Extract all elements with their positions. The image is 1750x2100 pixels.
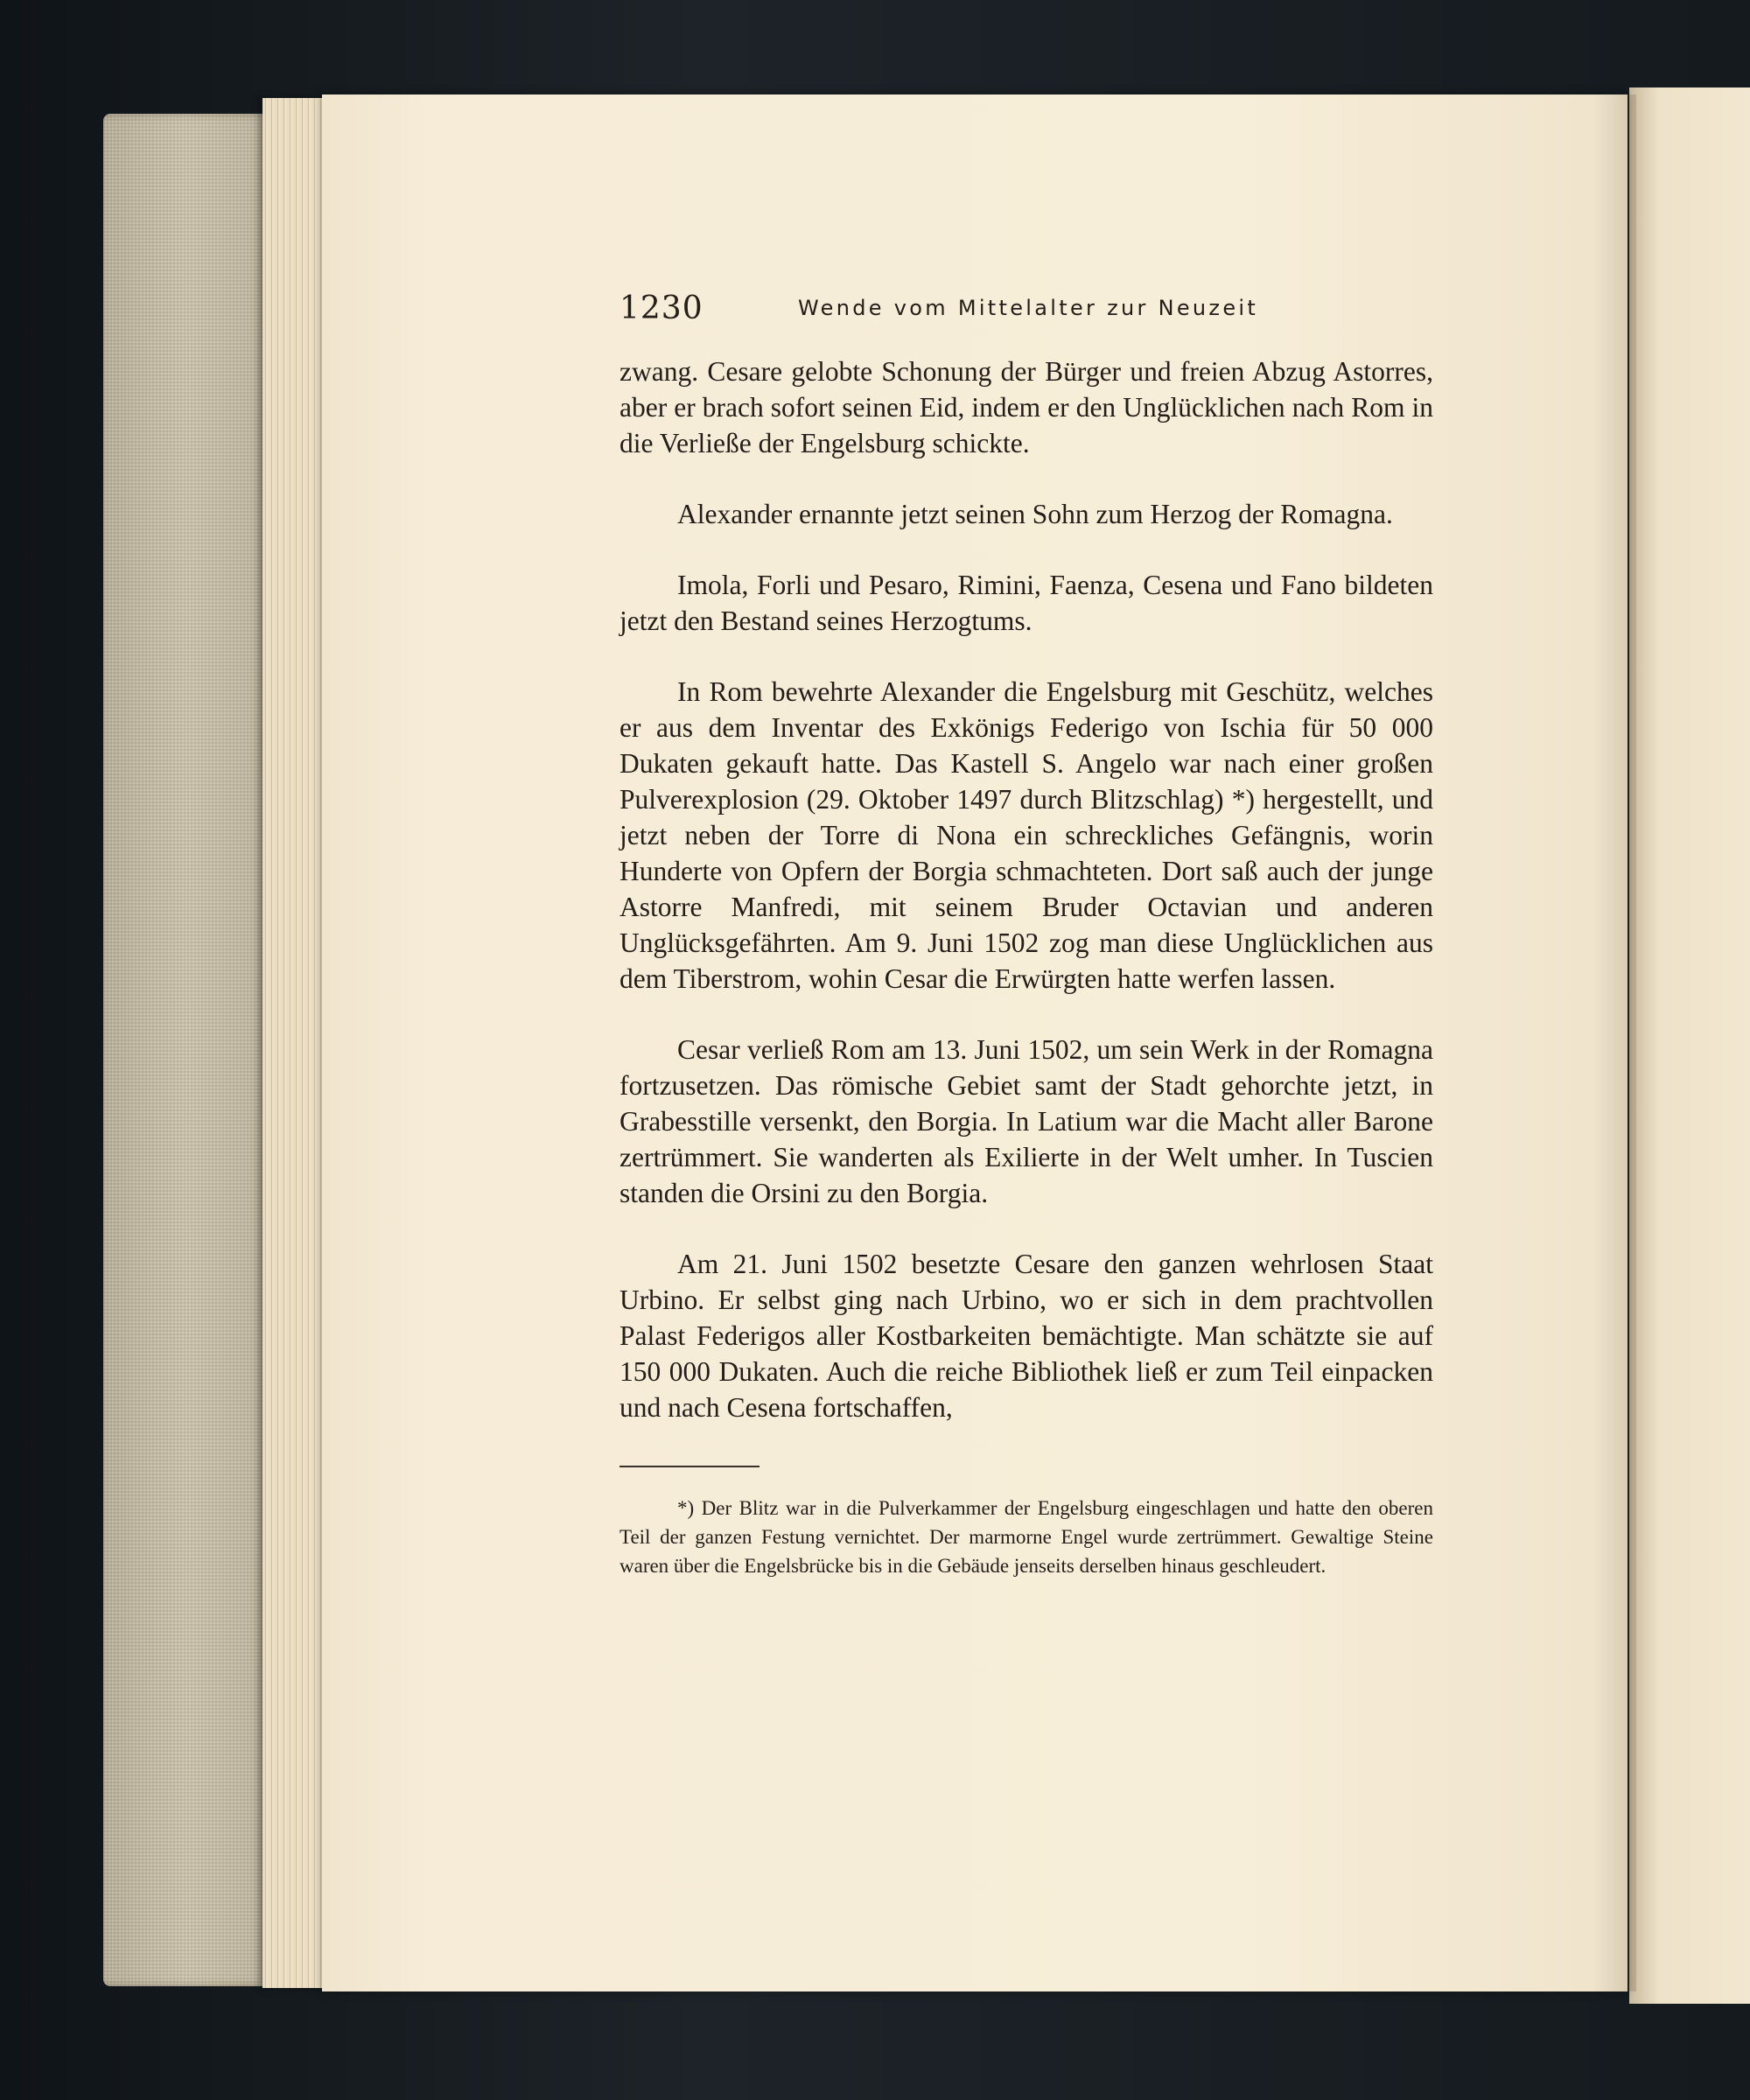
facing-page [1629,88,1750,2004]
footnote-rule [620,1466,760,1467]
running-title: Wende vom Mittelalter zur Neuzeit [798,296,1259,320]
running-head [620,290,1433,332]
paragraph: zwang. Cesare gelobte Schonung der Bürger und freien Abzug Astorres, aber er brach sofort seinen Eid, indem er den Unglücklichen nach Rom in die Verließe der Engelsburg schickte. [620,356,1433,458]
book-cover-cloth [103,114,270,1986]
footnote: *) Der Blitz war in die Pulverkammer der Engelsburg eingeschlagen und hatte den oberen Teil der ganzen Festung vernichtet. Der marmorne Engel wurde zertrümmert. Gewaltige Steine waren über die Engelsbrücke bis in die Gebäude jenseits derselben hinaus geschleudert. [620,1497,1433,1577]
paragraph: Alexander ernannte jetzt seinen Sohn zum Herzog der Romagna. [677,499,1393,529]
page-number: 1230 [620,290,704,326]
text-block [620,290,1433,1580]
page-edges [262,98,324,1988]
paragraph: Am 21. Juni 1502 besetzte Cesare den ganzen wehrlosen Staat Urbino. Er selbst ging nach Urbino, wo er sich in dem prachtvollen Palast Federigos aller Kostbarkeiten bemächtigte. Man schätzte sie auf 150 000 Dukaten. Auch die reiche Bibliothek ließ er zum Teil einpacken und nach Cesena fortschaffen, [620,1249,1433,1423]
gutter-shadow [1592,94,1636,1992]
paragraph: Imola, Forli und Pesaro, Rimini, Faenza, Cesena und Fano bildeten jetzt den Bestand seines Herzogtums. [620,570,1433,636]
paragraph: In Rom bewehrte Alexander die Engelsburg mit Geschütz, welches er aus dem Inventar des Exkönigs Federigo von Ischia für 50 000 Dukaten gekauft hatte. Das Kastell S. Angelo war nach einer großen Pulverexplosion (29. Oktober 1497 durch Blitzschlag) *) hergestellt, und jetzt neben der Torre di Nona ein schreckliches Gefängnis, worin Hunderte von Opfern der Borgia schmachteten. Dort saß auch der junge Astorre Manfredi, mit seinem Bruder Octavian und anderen Unglücksgefährten. Am 9. Juni 1502 zog man diese Unglücklichen aus dem Tiberstrom, wohin Cesar die Erwürgten hatte werfen lassen. [620,676,1433,994]
paragraph: Cesar verließ Rom am 13. Juni 1502, um sein Werk in der Romagna fortzusetzen. Das römische Gebiet samt der Stadt gehorchte jetzt, in Grabesstille versenkt, den Borgia. In Latium war die Macht aller Barone zertrümmert. Sie wanderten als Exilierte in der Welt umher. In Tuscien standen die Orsini zu den Borgia. [620,1034,1433,1208]
